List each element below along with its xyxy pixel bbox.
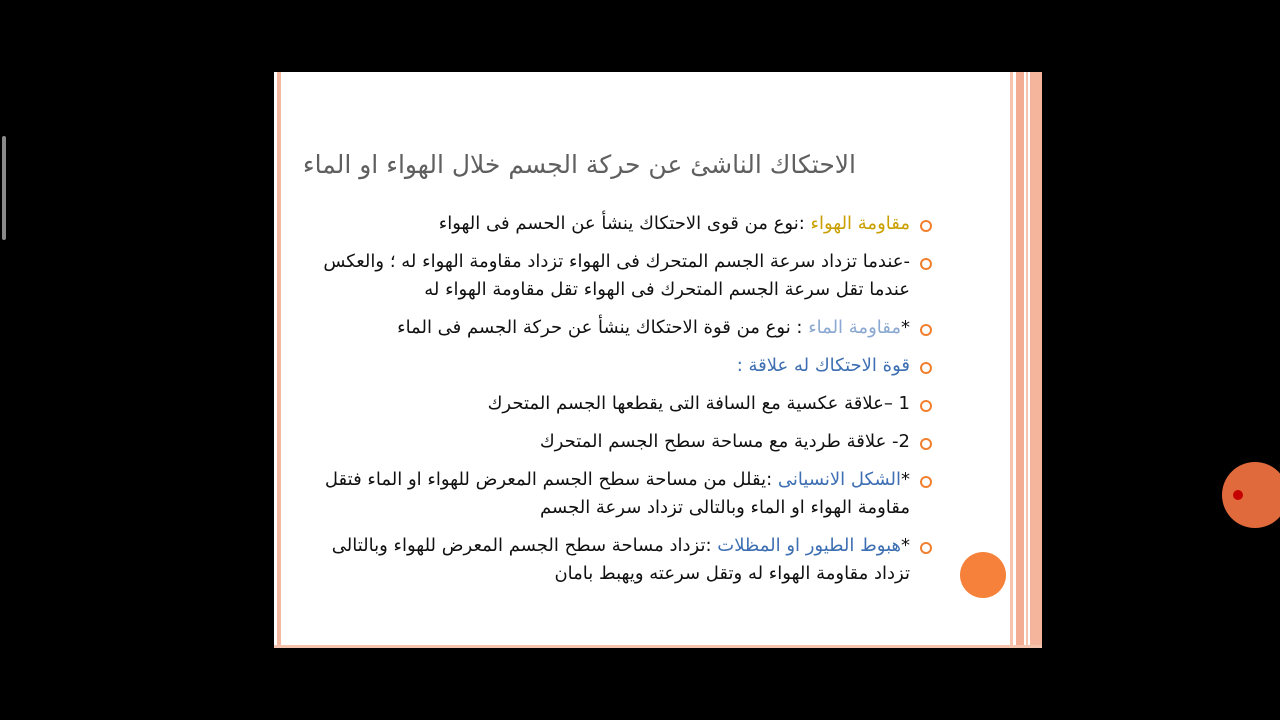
record-dot-icon <box>1233 490 1243 500</box>
bullet-text: :يقلل من مساحة سطح الجسم المعرض للهواء او الماء فتقل مقاومة الهواء او الماء وبالتالى تزداد سرعة الجسم <box>324 469 910 518</box>
term-streamlined-shape: الشكل الانسيانى <box>777 469 901 490</box>
slide-title: الاحتكاك الناشئ عن حركة الجسم خلال الهواء او الماء <box>302 150 856 179</box>
bullet-prefix: * <box>901 469 910 490</box>
bullet-text: : نوع من قوة الاحتكاك ينشأ عن حركة الجسم فى الماء <box>397 317 809 338</box>
bullet-marker-icon <box>920 476 932 488</box>
slide-right-border <box>1030 72 1042 648</box>
slide-right-border <box>1016 72 1024 648</box>
term-water-resistance: مقاومة الماء <box>808 317 901 338</box>
bullet-parachute-landing <box>312 532 932 588</box>
bullet-text: 1 –علاقة عكسية مع السافة التى يقطعها الجسم المتحرك <box>487 393 910 414</box>
bullet-prefix: * <box>901 317 910 338</box>
bullet-text: -عندما تزداد سرعة الجسم المتحرك فى الهواء تزداد مقاومة الهواء له ؛ والعكس عندما تقل سرعة الجسم المتحرك فى الهواء تقل مقاومة الهواء له <box>323 251 910 300</box>
slide-bottom-border <box>274 645 1042 648</box>
edge-scrollbar[interactable] <box>2 136 6 240</box>
slide-left-border <box>277 72 281 648</box>
bullet-marker-icon <box>920 362 932 374</box>
slide-right-border <box>1010 72 1013 648</box>
bullet-friction-relation <box>312 352 932 380</box>
bullet-list <box>312 210 932 598</box>
bullet-streamlined-shape <box>312 466 932 522</box>
bullet-marker-icon <box>920 542 932 554</box>
bullet-direct-relation <box>312 428 932 456</box>
bullet-marker-icon <box>920 438 932 450</box>
bullet-text: :نوع من قوى الاحتكاك ينشأ عن الحسم فى الهواء <box>438 213 811 234</box>
term-parachute-landing: هبوط الطيور او المظلات <box>717 535 901 556</box>
term-friction-relation: قوة الاحتكاك له علاقة : <box>736 355 910 376</box>
bullet-water-resistance <box>312 314 932 342</box>
decorative-circle-icon <box>960 552 1006 598</box>
bullet-marker-icon <box>920 400 932 412</box>
term-air-resistance: مقاومة الهواء <box>810 213 910 234</box>
bullet-inverse-relation <box>312 390 932 418</box>
bullet-air-resistance <box>312 210 932 238</box>
bullet-speed-relation <box>312 248 932 304</box>
slide <box>274 72 1042 648</box>
bullet-marker-icon <box>920 258 932 270</box>
slide-right-border <box>1026 72 1028 648</box>
floating-record-button[interactable] <box>1222 462 1280 528</box>
bullet-marker-icon <box>920 220 932 232</box>
bullet-prefix: * <box>901 535 910 556</box>
bullet-text: 2- علاقة طردية مع مساحة سطح الجسم المتحرك <box>539 431 910 452</box>
bullet-marker-icon <box>920 324 932 336</box>
bullet-text: :تزداد مساحة سطح الجسم المعرض للهواء وبالتالى تزداد مقاومة الهواء له وتقل سرعته ويهبط بامان <box>331 535 910 584</box>
